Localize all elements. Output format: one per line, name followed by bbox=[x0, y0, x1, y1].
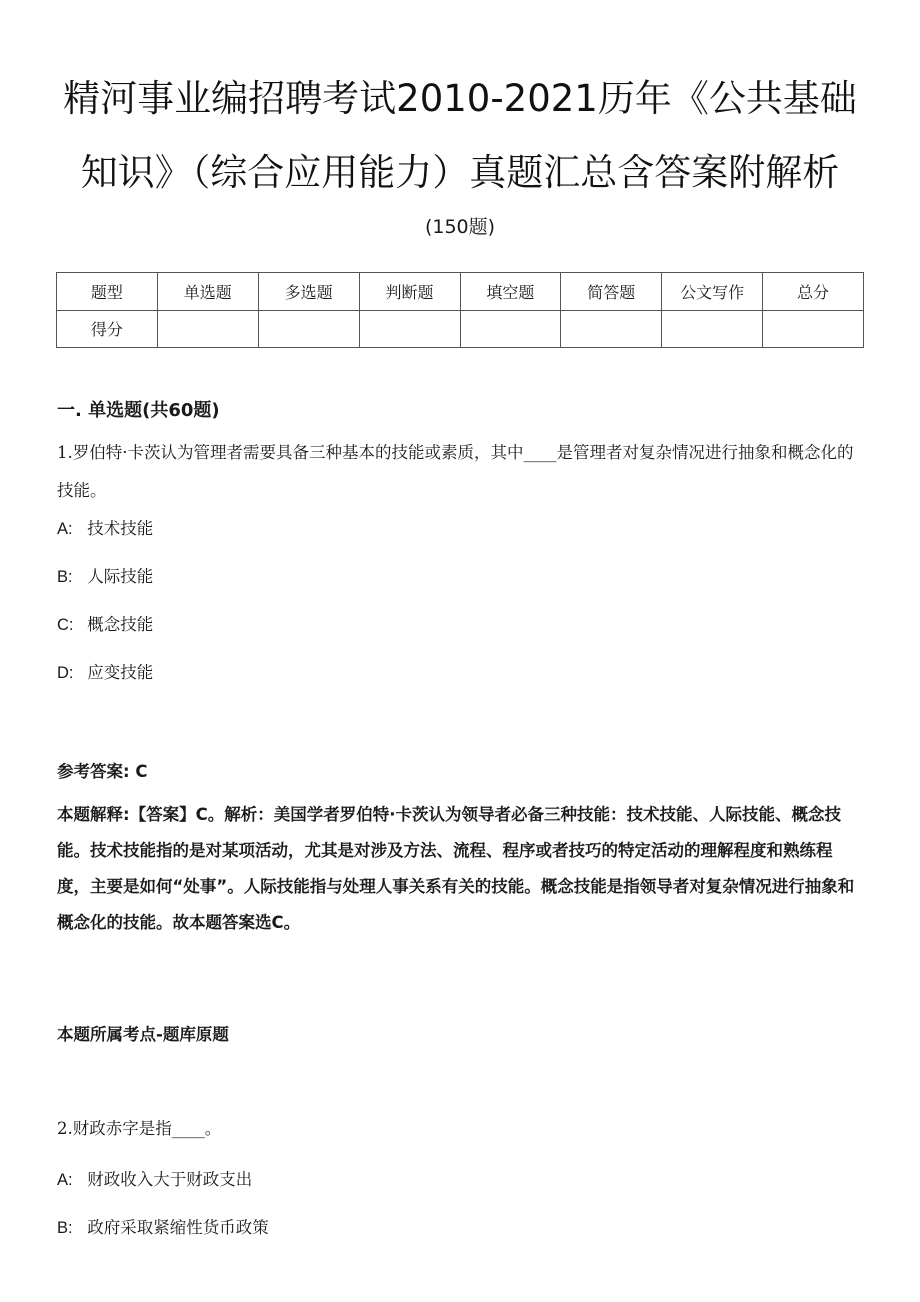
score-row-label: 得分 bbox=[57, 310, 158, 348]
title-line-2: 知识》（综合应用能力）真题汇总含答案附解析 bbox=[80, 151, 840, 194]
question-1-explanation: 本题解释:【答案】C。解析：美国学者罗伯特·卡茨认为领导者必备三种技能：技术技能、人际技能、概念技能。技术技能指的是对某项活动，尤其是对涉及方法、流程、程序或者技巧的特定活动的理解程度和熟练程度，主要是如何“处事”。人际技能指与处理人事关系有关的技能。概念技能是指领导者对复杂情况进行抽象和概念化的技能。故本题答案选C。 bbox=[57, 805, 855, 932]
question-1-knowledge-point: 本题所属考点-题库原题 bbox=[57, 1025, 229, 1044]
question-1-option-d bbox=[57, 659, 153, 683]
table-header-cell: 单选题 bbox=[157, 273, 258, 311]
table-header-cell: 判断题 bbox=[359, 273, 460, 311]
option-text: 应变技能 bbox=[87, 663, 154, 682]
table-header-cell: 题型 bbox=[57, 273, 158, 311]
option-label: B: bbox=[57, 1219, 73, 1237]
score-cell bbox=[662, 310, 763, 348]
table-header-cell: 填空题 bbox=[460, 273, 561, 311]
score-cell bbox=[763, 310, 864, 348]
option-text: 财政收入大于财政支出 bbox=[87, 1170, 253, 1189]
option-label: A: bbox=[57, 520, 73, 538]
option-text: 政府采取紧缩性货币政策 bbox=[87, 1218, 269, 1237]
question-1-answer: 参考答案: C bbox=[57, 762, 148, 781]
table-header-cell: 总分 bbox=[763, 273, 864, 311]
option-text: 技术技能 bbox=[87, 519, 154, 538]
question-1-option-c bbox=[57, 611, 153, 635]
score-cell bbox=[460, 310, 561, 348]
question-2-stem: 2.财政赤字是指____。 bbox=[57, 1119, 222, 1138]
option-text: 人际技能 bbox=[87, 567, 154, 586]
score-cell bbox=[561, 310, 662, 348]
table-header-cell: 多选题 bbox=[258, 273, 359, 311]
score-cell bbox=[258, 310, 359, 348]
option-label: A: bbox=[57, 1171, 73, 1189]
option-label: C: bbox=[57, 616, 74, 634]
score-cell bbox=[157, 310, 258, 348]
table-header-cell: 公文写作 bbox=[662, 273, 763, 311]
question-count: (150题) bbox=[424, 216, 496, 238]
score-table-header-row bbox=[57, 273, 864, 311]
title-line-1: 精河事业编招聘考试2010-2021历年《公共基础 bbox=[63, 77, 857, 120]
question-1-option-b bbox=[57, 563, 153, 587]
table-header-cell: 简答题 bbox=[561, 273, 662, 311]
section-title: 一. 单选题(共60题) bbox=[57, 400, 220, 421]
question-2-option-a bbox=[57, 1166, 252, 1190]
score-cell bbox=[359, 310, 460, 348]
question-1-option-a bbox=[57, 515, 153, 539]
score-table bbox=[56, 272, 864, 348]
question-1-stem: 1.罗伯特·卡茨认为管理者需要具备三种基本的技能或素质，其中____是管理者对复杂情况进行抽象和概念化的技能。 bbox=[57, 443, 854, 500]
option-label: B: bbox=[57, 568, 73, 586]
question-2-option-b bbox=[57, 1214, 269, 1238]
option-text: 概念技能 bbox=[87, 615, 154, 634]
option-label: D: bbox=[57, 664, 74, 682]
score-table-score-row bbox=[57, 310, 864, 348]
